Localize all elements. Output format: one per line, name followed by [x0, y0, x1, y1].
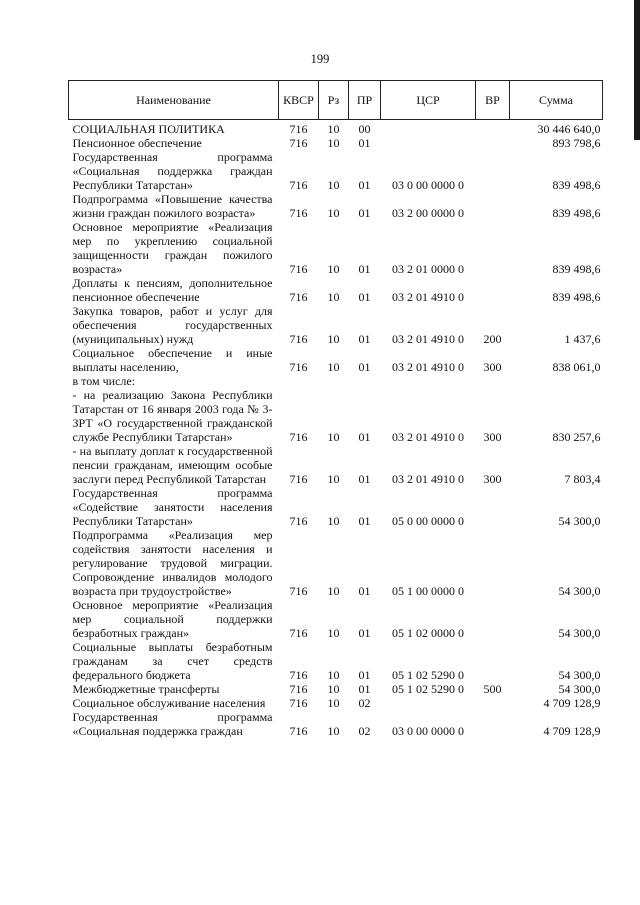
cell-name: Социальное обеспечение и иные выплаты населению,	[72, 346, 273, 374]
header-vr: ВР	[476, 81, 510, 120]
cell-csr: 05 1 02 5290 0	[392, 682, 464, 696]
cell-rz: 10	[327, 262, 340, 276]
cell-rz: 10	[327, 584, 340, 598]
cell-vr	[476, 374, 510, 388]
table-row	[69, 220, 603, 276]
cell-sum: 893 798,6	[552, 136, 601, 150]
cell-csr: 03 2 01 4910 0	[392, 430, 464, 444]
cell-rz: 10	[327, 668, 340, 682]
cell-vr: 500	[483, 682, 502, 696]
cell-vr	[476, 696, 510, 710]
cell-sum: 839 498,6	[552, 206, 601, 220]
header-pr: ПР	[349, 81, 381, 120]
cell-csr: 05 0 00 0000 0	[392, 514, 464, 528]
cell-name: в том числе:	[72, 374, 136, 388]
cell-name: Подпрограмма «Повышение качества жизни граждан пожилого возраста»	[72, 192, 273, 220]
cell-name: Социальное обслуживание населения	[72, 696, 266, 710]
cell-name: Основное мероприятие «Реализация мер по укреплению социальной защищенности граждан пожилого возраста»	[72, 220, 273, 276]
cell-pr: 01	[358, 626, 371, 640]
cell-rz: 10	[327, 514, 340, 528]
cell-csr: 03 0 00 0000 0	[392, 178, 464, 192]
cell-pr: 01	[358, 290, 371, 304]
cell-csr: 03 2 00 0000 0	[392, 206, 464, 220]
cell-csr: 05 1 00 0000 0	[392, 584, 464, 598]
header-name: Наименование	[69, 81, 279, 120]
table-row	[69, 304, 603, 346]
cell-kvsr: 716	[289, 472, 308, 486]
cell-rz: 10	[327, 682, 340, 696]
cell-csr	[381, 120, 476, 137]
cell-kvsr: 716	[289, 136, 308, 150]
cell-rz: 10	[327, 472, 340, 486]
cell-pr: 01	[358, 514, 371, 528]
table-row	[69, 710, 603, 738]
cell-kvsr: 716	[289, 724, 308, 738]
page-number: 199	[310, 52, 330, 66]
cell-csr: 03 2 01 0000 0	[392, 262, 464, 276]
cell-rz: 10	[327, 178, 340, 192]
cell-sum: 30 446 640,0	[537, 122, 601, 136]
cell-vr	[476, 120, 510, 137]
header-rz: Рз	[319, 81, 349, 120]
cell-kvsr	[279, 374, 319, 388]
cell-name: Государственная программа «Социальная поддержка граждан Республики Татарстан»	[72, 150, 273, 192]
cell-csr: 03 2 01 4910 0	[392, 290, 464, 304]
cell-pr: 01	[358, 136, 371, 150]
cell-pr: 00	[358, 122, 371, 136]
cell-kvsr: 716	[289, 668, 308, 682]
table-body	[69, 120, 603, 739]
cell-vr	[476, 136, 510, 150]
cell-vr	[476, 276, 510, 304]
table-header-row	[69, 81, 603, 120]
header-sum: Сумма	[510, 81, 603, 120]
table-row	[69, 150, 603, 192]
cell-csr: 05 1 02 0000 0	[392, 626, 464, 640]
cell-pr: 02	[358, 724, 371, 738]
cell-vr: 300	[483, 430, 502, 444]
cell-name: Государственная программа «Социальная поддержка граждан	[72, 710, 273, 738]
cell-vr	[476, 598, 510, 640]
cell-kvsr: 716	[289, 514, 308, 528]
cell-kvsr: 716	[289, 332, 308, 346]
table-row	[69, 120, 603, 137]
table-row	[69, 388, 603, 444]
cell-csr: 05 1 02 5290 0	[392, 668, 464, 682]
cell-csr: 03 2 01 4910 0	[392, 472, 464, 486]
table-row	[69, 444, 603, 486]
cell-kvsr: 716	[289, 360, 308, 374]
cell-vr: 300	[483, 360, 502, 374]
cell-vr	[476, 710, 510, 738]
table-row	[69, 136, 603, 150]
cell-csr: 03 2 01 4910 0	[392, 360, 464, 374]
cell-sum: 830 257,6	[552, 430, 601, 444]
cell-rz	[319, 374, 349, 388]
table-row	[69, 374, 603, 388]
cell-sum: 54 300,0	[558, 584, 601, 598]
cell-vr	[476, 486, 510, 528]
scan-edge-shadow	[634, 0, 640, 140]
cell-rz: 10	[327, 360, 340, 374]
cell-kvsr: 716	[289, 206, 308, 220]
cell-sum: 54 300,0	[558, 668, 601, 682]
cell-name: - на выплату доплат к государственной пенсии гражданам, имеющим особые заслуги перед Республикой Татарстан	[72, 444, 273, 486]
cell-name: Межбюджетные трансферты	[72, 682, 220, 696]
table-row	[69, 640, 603, 682]
cell-kvsr: 716	[289, 682, 308, 696]
cell-pr: 01	[358, 360, 371, 374]
cell-kvsr: 716	[289, 584, 308, 598]
header-csr: ЦСР	[381, 81, 476, 120]
table-row	[69, 192, 603, 220]
cell-pr: 02	[358, 696, 371, 710]
header-kvsr: КВСР	[279, 81, 319, 120]
cell-pr: 01	[358, 332, 371, 346]
cell-kvsr: 716	[289, 696, 308, 710]
cell-kvsr: 716	[289, 430, 308, 444]
cell-kvsr: 716	[289, 122, 308, 136]
cell-rz: 10	[327, 290, 340, 304]
table-row	[69, 528, 603, 598]
cell-sum: 54 300,0	[558, 626, 601, 640]
cell-pr: 01	[358, 262, 371, 276]
cell-vr	[476, 528, 510, 598]
cell-sum: 4 709 128,9	[543, 696, 601, 710]
cell-kvsr: 716	[289, 178, 308, 192]
cell-csr: 03 0 00 0000 0	[392, 724, 464, 738]
cell-sum: 838 061,0	[552, 360, 601, 374]
cell-rz: 10	[327, 626, 340, 640]
cell-sum: 1 437,6	[564, 332, 601, 346]
cell-kvsr: 716	[289, 290, 308, 304]
cell-sum: 7 803,4	[564, 472, 601, 486]
table-row	[69, 682, 603, 696]
table-row	[69, 696, 603, 710]
cell-pr: 01	[358, 206, 371, 220]
cell-sum: 839 498,6	[552, 178, 601, 192]
cell-pr: 01	[358, 430, 371, 444]
cell-rz: 10	[327, 696, 340, 710]
cell-name: Государственная программа «Содействие занятости населения Республики Татарстан»	[72, 486, 273, 528]
cell-sum: 4 709 128,9	[543, 724, 601, 738]
table-row	[69, 276, 603, 304]
cell-sum: 54 300,0	[558, 682, 601, 696]
cell-pr: 01	[358, 472, 371, 486]
cell-pr	[349, 374, 381, 388]
cell-name: Пенсионное обеспечение	[72, 136, 202, 150]
cell-vr: 300	[483, 472, 502, 486]
cell-vr	[476, 150, 510, 192]
cell-vr: 200	[483, 332, 502, 346]
cell-name: - на реализацию Закона Республики Татарстан от 16 января 2003 года № 3-ЗРТ «О государственной гражданской службе Республики Татарстан»	[72, 388, 273, 444]
table-row	[69, 598, 603, 640]
cell-csr	[381, 374, 476, 388]
cell-rz: 10	[327, 332, 340, 346]
cell-pr: 01	[358, 668, 371, 682]
cell-rz: 10	[327, 122, 340, 136]
cell-pr: 01	[358, 682, 371, 696]
cell-name: Основное мероприятие «Реализация мер социальной поддержки безработных граждан»	[72, 598, 273, 640]
cell-rz: 10	[327, 430, 340, 444]
cell-pr: 01	[358, 584, 371, 598]
cell-rz: 10	[327, 136, 340, 150]
cell-kvsr: 716	[289, 262, 308, 276]
cell-rz: 10	[327, 206, 340, 220]
cell-kvsr: 716	[289, 626, 308, 640]
cell-name: Доплаты к пенсиям, дополнительное пенсионное обеспечение	[72, 276, 273, 304]
cell-csr	[381, 696, 476, 710]
budget-table	[68, 80, 603, 738]
cell-csr: 03 2 01 4910 0	[392, 332, 464, 346]
cell-vr	[476, 192, 510, 220]
cell-name: Подпрограмма «Реализация мер содействия занятости населения и регулирование трудовой миграции. Сопровождение инвалидов молодого возраста при трудоустройстве»	[72, 528, 273, 598]
cell-name: Закупка товаров, работ и услуг для обеспечения государственных (муниципальных) нужд	[72, 304, 273, 346]
cell-sum: 54 300,0	[558, 514, 601, 528]
cell-sum: 839 498,6	[552, 290, 601, 304]
cell-sum: 839 498,6	[552, 262, 601, 276]
cell-sum	[510, 374, 603, 388]
cell-name: СОЦИАЛЬНАЯ ПОЛИТИКА	[72, 122, 225, 136]
table-row	[69, 346, 603, 374]
cell-pr: 01	[358, 178, 371, 192]
cell-rz: 10	[327, 724, 340, 738]
table-row	[69, 486, 603, 528]
cell-vr	[476, 640, 510, 682]
cell-name: Социальные выплаты безработным гражданам за счет средств федерального бюджета	[72, 640, 273, 682]
cell-csr	[381, 136, 476, 150]
cell-vr	[476, 220, 510, 276]
